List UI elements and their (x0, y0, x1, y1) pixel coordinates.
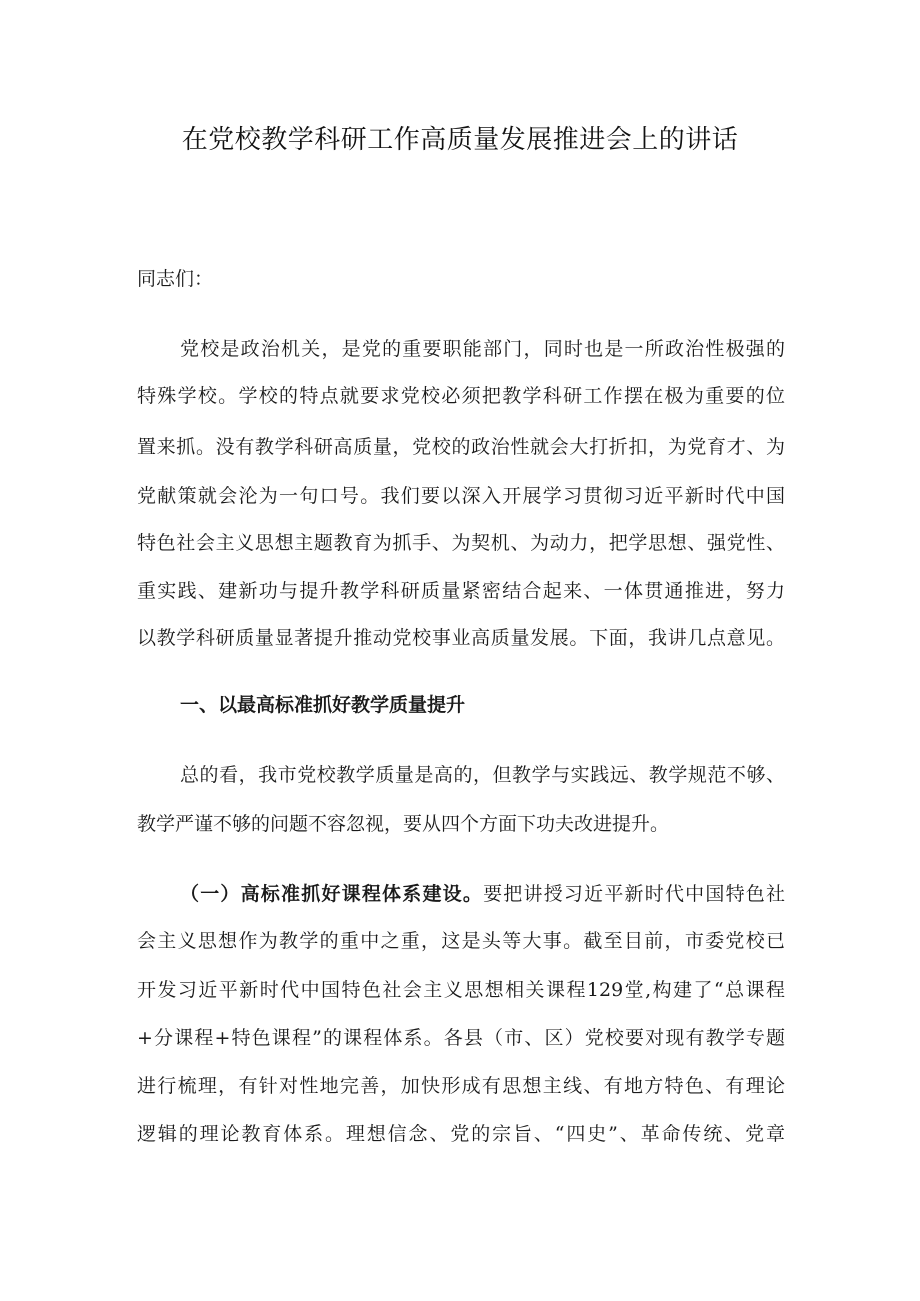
paragraph-3-line-2: 会主义思想作为教学的重中之重，这是头等大事。截至目前，市委党校已 (137, 930, 785, 952)
paragraph-1-line-6: 重实践、建新功与提升教学科研质量紧密结合起来、一体贯通推进，努力 (137, 580, 785, 602)
paragraph-3-line-5: 进行梳理，有针对性地完善，加快形成有思想主线、有地方特色、有理论 (137, 1075, 785, 1097)
salutation: 同志们： (137, 268, 214, 290)
paragraph-1-line-4: 党献策就会沦为一句口号。我们要以深入开展学习贯彻习近平新时代中国 (137, 485, 785, 507)
paragraph-1-line-3: 置来抓。没有教学科研高质量，党校的政治性就会大打折扣，为党育才、为 (137, 436, 785, 458)
document-title: 在党校教学科研工作高质量发展推进会上的讲话 (181, 125, 739, 155)
paragraph-2-line-2: 教学严谨不够的问题不容忽视，要从四个方面下功夫改进提升。 (137, 813, 670, 835)
paragraph-3-line-1 (180, 879, 785, 909)
paragraph-1-line-5: 特色社会主义思想主题教育为抓手、为契机、为动力，把学思想、强党性、 (137, 532, 785, 554)
paragraph-1-line-2: 特殊学校。学校的特点就要求党校必须把教学科研工作摆在极为重要的位 (137, 385, 785, 407)
paragraph-1-line-7: 以教学科研质量显著提升推动党校事业高质量发展。下面，我讲几点意见。 (137, 627, 785, 649)
paragraph-3-line-4: +分课程+特色课程”的课程体系。各县（市、区）党校要对现有教学专题 (137, 1027, 785, 1049)
section-heading-1: 一、以最高标准抓好教学质量提升 (180, 694, 466, 716)
subheading-1: （一）高标准抓好课程体系建设。 (180, 883, 484, 905)
paragraph-1-line-1: 党校是政治机关，是党的重要职能部门，同时也是一所政治性极强的 (180, 338, 785, 360)
paragraph-3-line-3: 开发习近平新时代中国特色社会主义思想相关课程129堂,构建了“总课程 (137, 979, 785, 1001)
paragraph-2-line-1: 总的看，我市党校教学质量是高的，但教学与实践远、教学规范不够、 (180, 764, 785, 786)
paragraph-3-line-6: 逻辑的理论教育体系。理想信念、党的宗旨、“四史”、革命传统、党章 (137, 1123, 785, 1145)
paragraph-3-lead-text: 要把讲授习近平新时代中国特色社 (483, 883, 785, 905)
